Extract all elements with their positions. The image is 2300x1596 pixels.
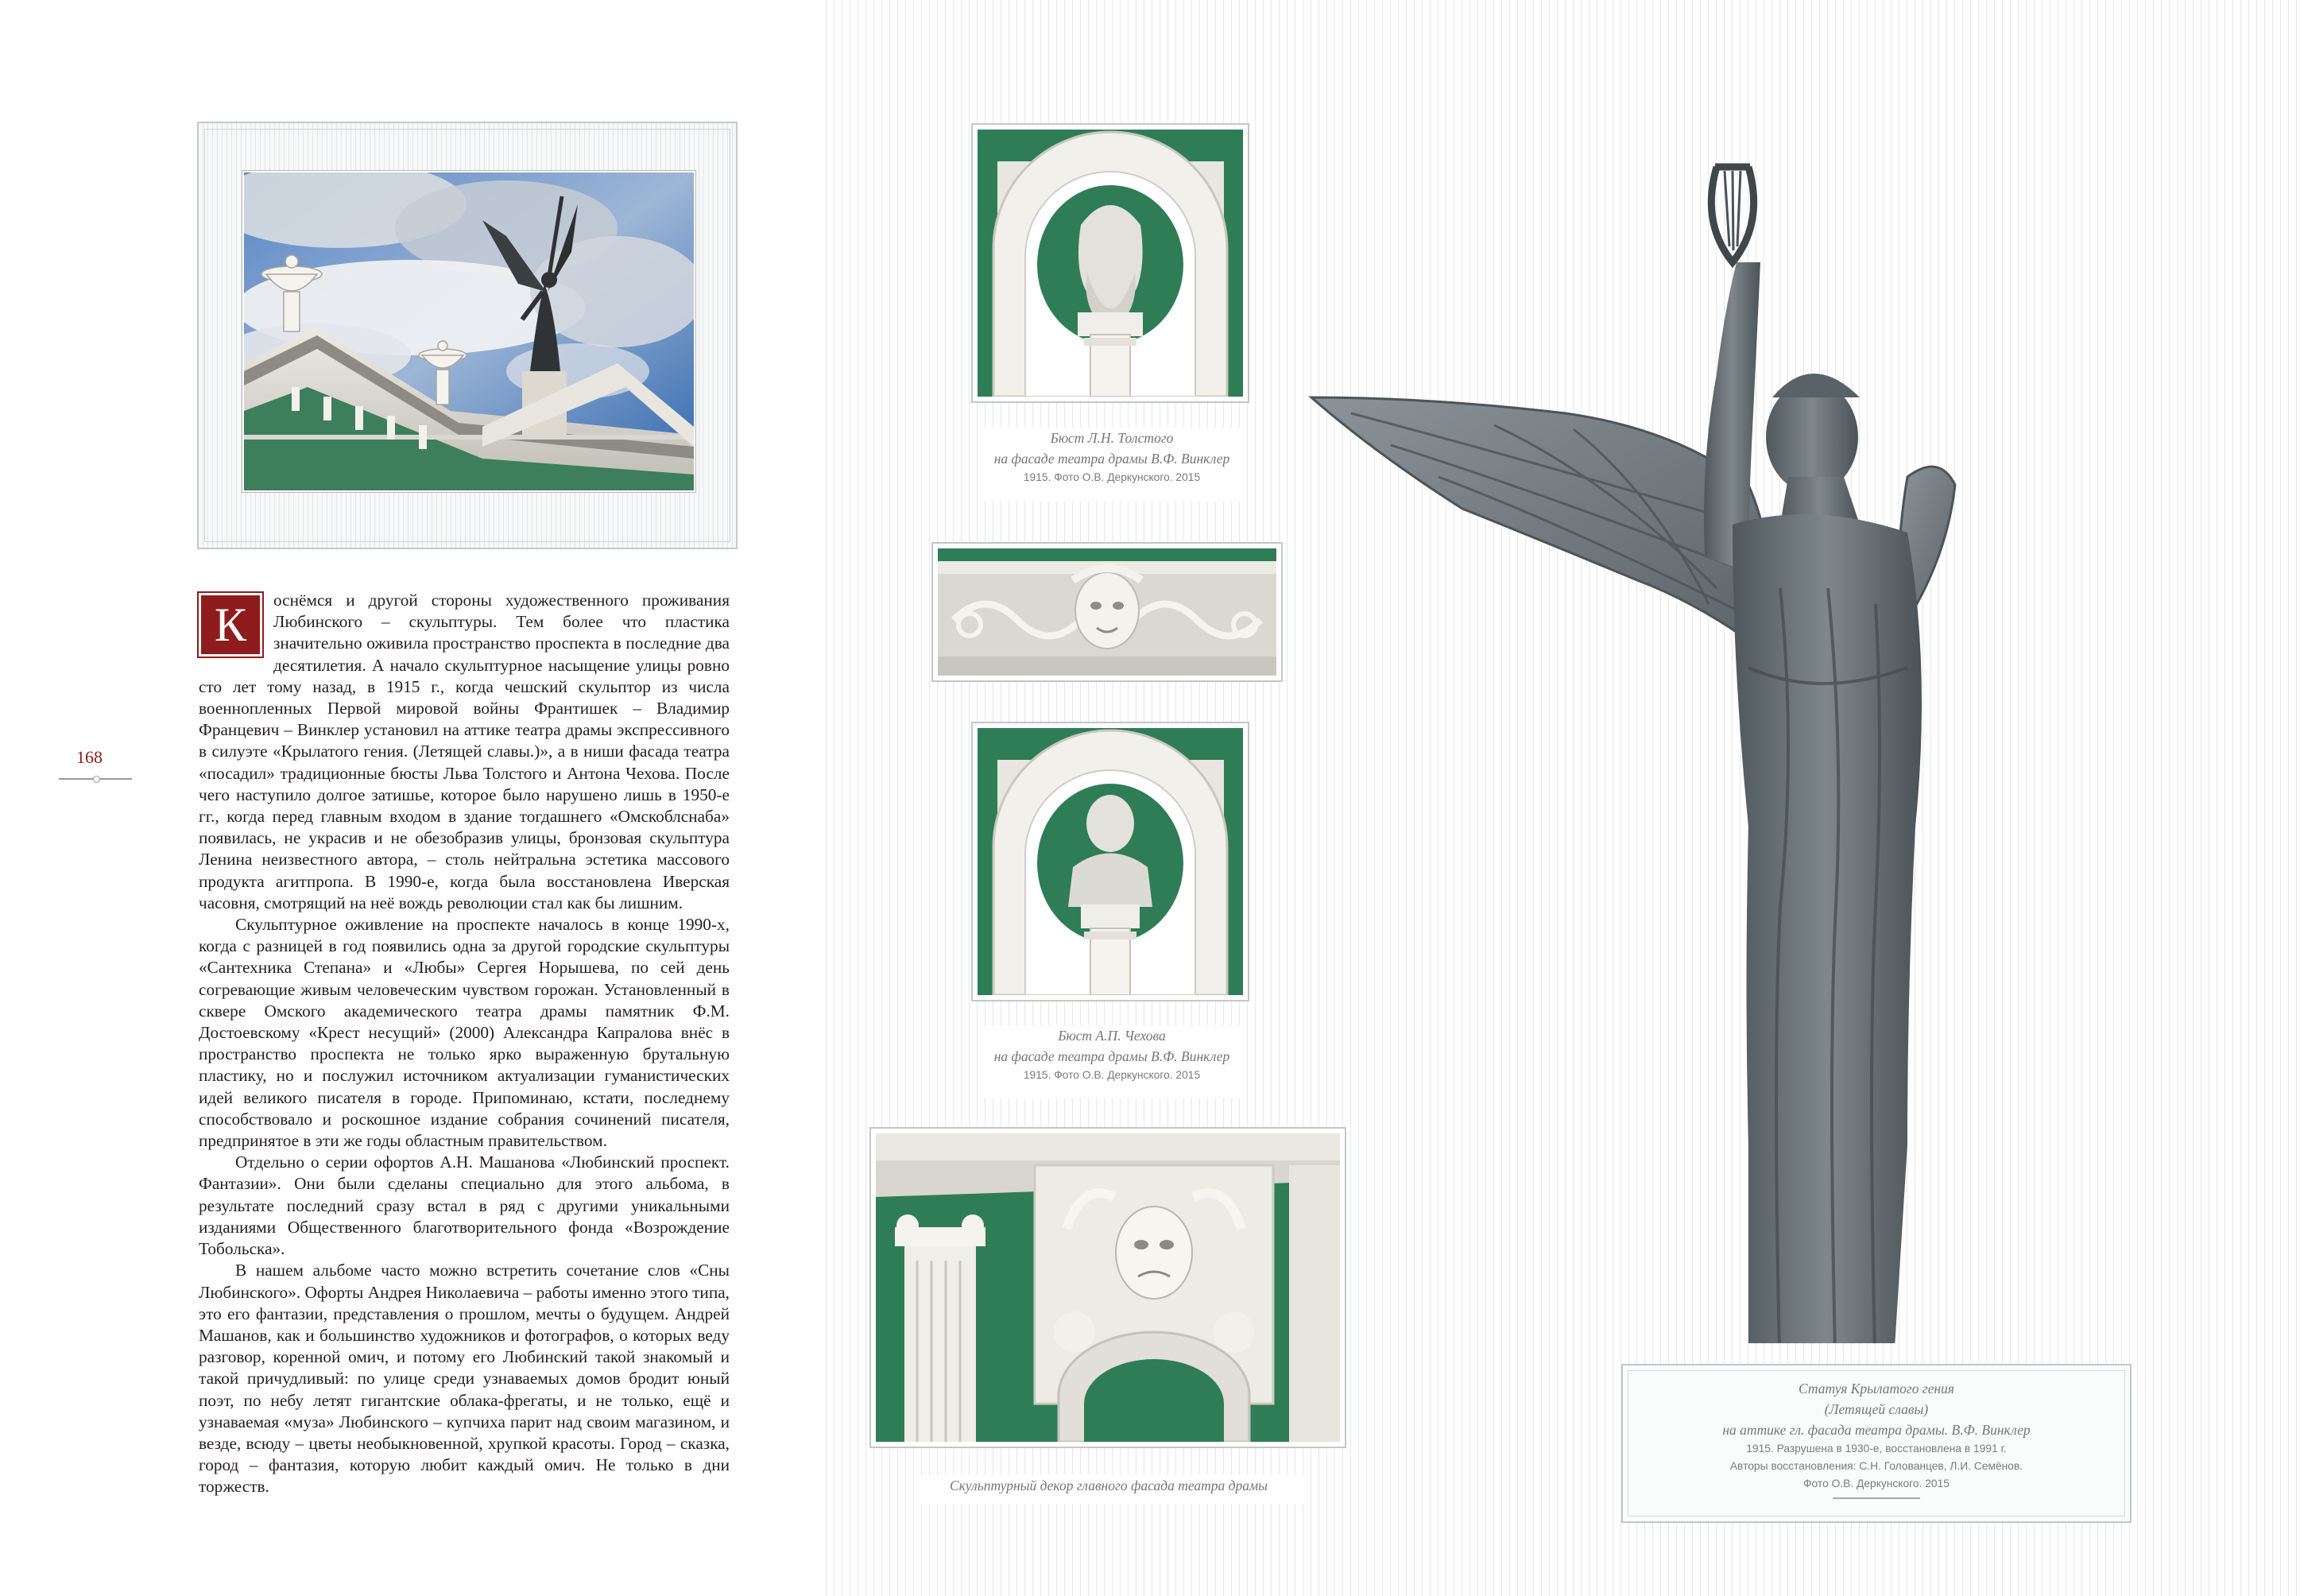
chekhov-caption-title: Бюст А.П. Чехова xyxy=(1058,1028,1166,1044)
page-number: 168 xyxy=(76,747,103,767)
winged-genius-caption-authors: Авторы восстановления: С.Н. Голованцев, Л.И. Семёнов. xyxy=(1729,1460,2023,1472)
facade-decor-photo xyxy=(876,1133,1340,1442)
page-number-ornament xyxy=(59,778,132,780)
mask-frieze-photo xyxy=(938,548,1276,676)
mask-frieze-photo-frame xyxy=(931,542,1283,682)
winged-genius-caption-title: Статуя Крылатого гения xyxy=(1798,1381,1955,1396)
top-photo-winged-genius xyxy=(242,171,695,492)
paragraph-3: Отдельно о серии офортов А.Н. Машанова «Любинский проспект. Фантазии». Они были сделаны специально для этого альбома, в результате последний сразу встал в ряд с другими уникальными изданиями Общественного благотворительного фонда «Возрождение Тобольска». xyxy=(199,1152,730,1259)
tolstoy-caption-title: Бюст Л.Н. Толстого xyxy=(1050,430,1174,446)
facade-decor-caption xyxy=(914,1475,1303,1504)
left-page xyxy=(0,0,819,1596)
tolstoy-caption-location: на фасаде театра драмы В.Ф. Винклер xyxy=(993,451,1230,467)
chekhov-caption xyxy=(981,1025,1243,1098)
chekhov-bust-photo-frame xyxy=(971,722,1249,1001)
paragraph-1 xyxy=(199,590,730,914)
winged-genius-roof-photo xyxy=(244,172,694,490)
winged-genius-caption-credit: Фото О.В. Деркунского. 2015 xyxy=(1803,1478,1950,1489)
winged-genius-caption-subtitle: (Летящей славы) xyxy=(1824,1401,1929,1417)
winged-genius-caption-location: на аттике гл. фасада театра драмы. В.Ф. Винклер xyxy=(1722,1422,2031,1438)
facade-decor-photo-frame xyxy=(869,1127,1346,1448)
paragraph-4: В нашем альбоме часто можно встретить сочетание слов «Сны Любинского». Офорты Андрея Николаевича – работы именно этого типа, это его фантазии, представления о прошлом, мечты о будущем. Андрей Машанов, как и большинство художников и фотографов, о которых веду разговор, коренной омич, и потому его Любинский такой знакомый и такой причудливый: по улице среди узнаваемых домов бродит юный поэт, по небу летят гигантские облака-фрегаты, и не только, ещё и узнаваемая «муза» Любинского – купчиха парит над своим магазином, и везде, всюду – цветы необыкновенной, хрупкой красоты. Город – сказка, город – фантазия, которую любит каждый омич. Не только в дни торжеств. xyxy=(199,1261,730,1497)
chekhov-caption-credit: 1915. Фото О.В. Деркунского. 2015 xyxy=(1023,1069,1201,1081)
dropcap-letter: К xyxy=(199,593,262,657)
chekhov-bust-photo xyxy=(978,728,1243,995)
caption-ornament-rule xyxy=(1833,1497,1920,1499)
paragraph-1-text: оснёмся и другой стороны художественного проживания Любинского – скульптуры. Тем более что пластика значительно оживила пространство проспекта в последние два десятилетия. А начало скульптурное насыщение улицы ровно сто лет тому назад, в 1915 г., когда чешский скульптор из числа военнопленных Первой мировой войны Франтишек – Владимир Францевич – Винклер установил на аттике театра драмы экспрессивного в силуэте «Крылатого гения. (Летящей славы.)», а в ниши фасада театра «посадил» традиционные бюсты Льва Толстого и Антона Чехова. После чего наступило долгое затишье, которое было нарушено лишь в 1950-е гг., когда перед главным входом в здание тогдашнего «Омскоблснаба» появилась, не украсив и не обезобразив улицы, бронзовая скульптура Ленина неизвестного автора, – столь нейтральна эстетика массового продукта агитпропа. В 1990-е, когда была восстановлена Иверская часовня, смотрящий на неё вождь революции стал как бы лишним. xyxy=(199,591,730,912)
tolstoy-bust-photo xyxy=(978,130,1243,397)
tolstoy-caption-credit: 1915. Фото О.В. Деркунского. 2015 xyxy=(1023,471,1201,483)
paragraph-2: Скульптурное оживление на проспекте началось в конце 1990-х, когда с разницей в год появились одна за другой городские скульптуры «Сантехника Степана» и «Любы» Сергея Норышева, по сей день согревающие живым человеческим чувством горожан. Установленный в сквере Омского академического театра драмы памятник Ф.М. Достоевскому «Крест несущий» (2000) Александра Капралова внёс в пространство проспекта не только ярко выраженную брутальную пластику, но и послужил источником актуализации гуманистических идей великого писателя в городе. Припоминаю, кстати, последнему способствовало и роскошное издание собрания сочинений писателя, предпринятое в эти же годы областным правительством. xyxy=(199,915,730,1151)
article-body xyxy=(199,590,730,1498)
winged-genius-statue-photo xyxy=(1303,111,2058,1343)
winged-genius-caption-dates: 1915. Разрушена в 1930-е, восстановлена в 1991 г. xyxy=(1746,1443,2007,1455)
tolstoy-bust-photo-frame xyxy=(971,123,1249,403)
tolstoy-caption xyxy=(981,428,1243,501)
chekhov-caption-location: на фасаде театра драмы В.Ф. Винклер xyxy=(993,1048,1230,1064)
facade-decor-caption-text: Скульптурный декор главного фасада театра драмы xyxy=(949,1478,1268,1493)
winged-genius-caption xyxy=(1621,1364,2132,1523)
